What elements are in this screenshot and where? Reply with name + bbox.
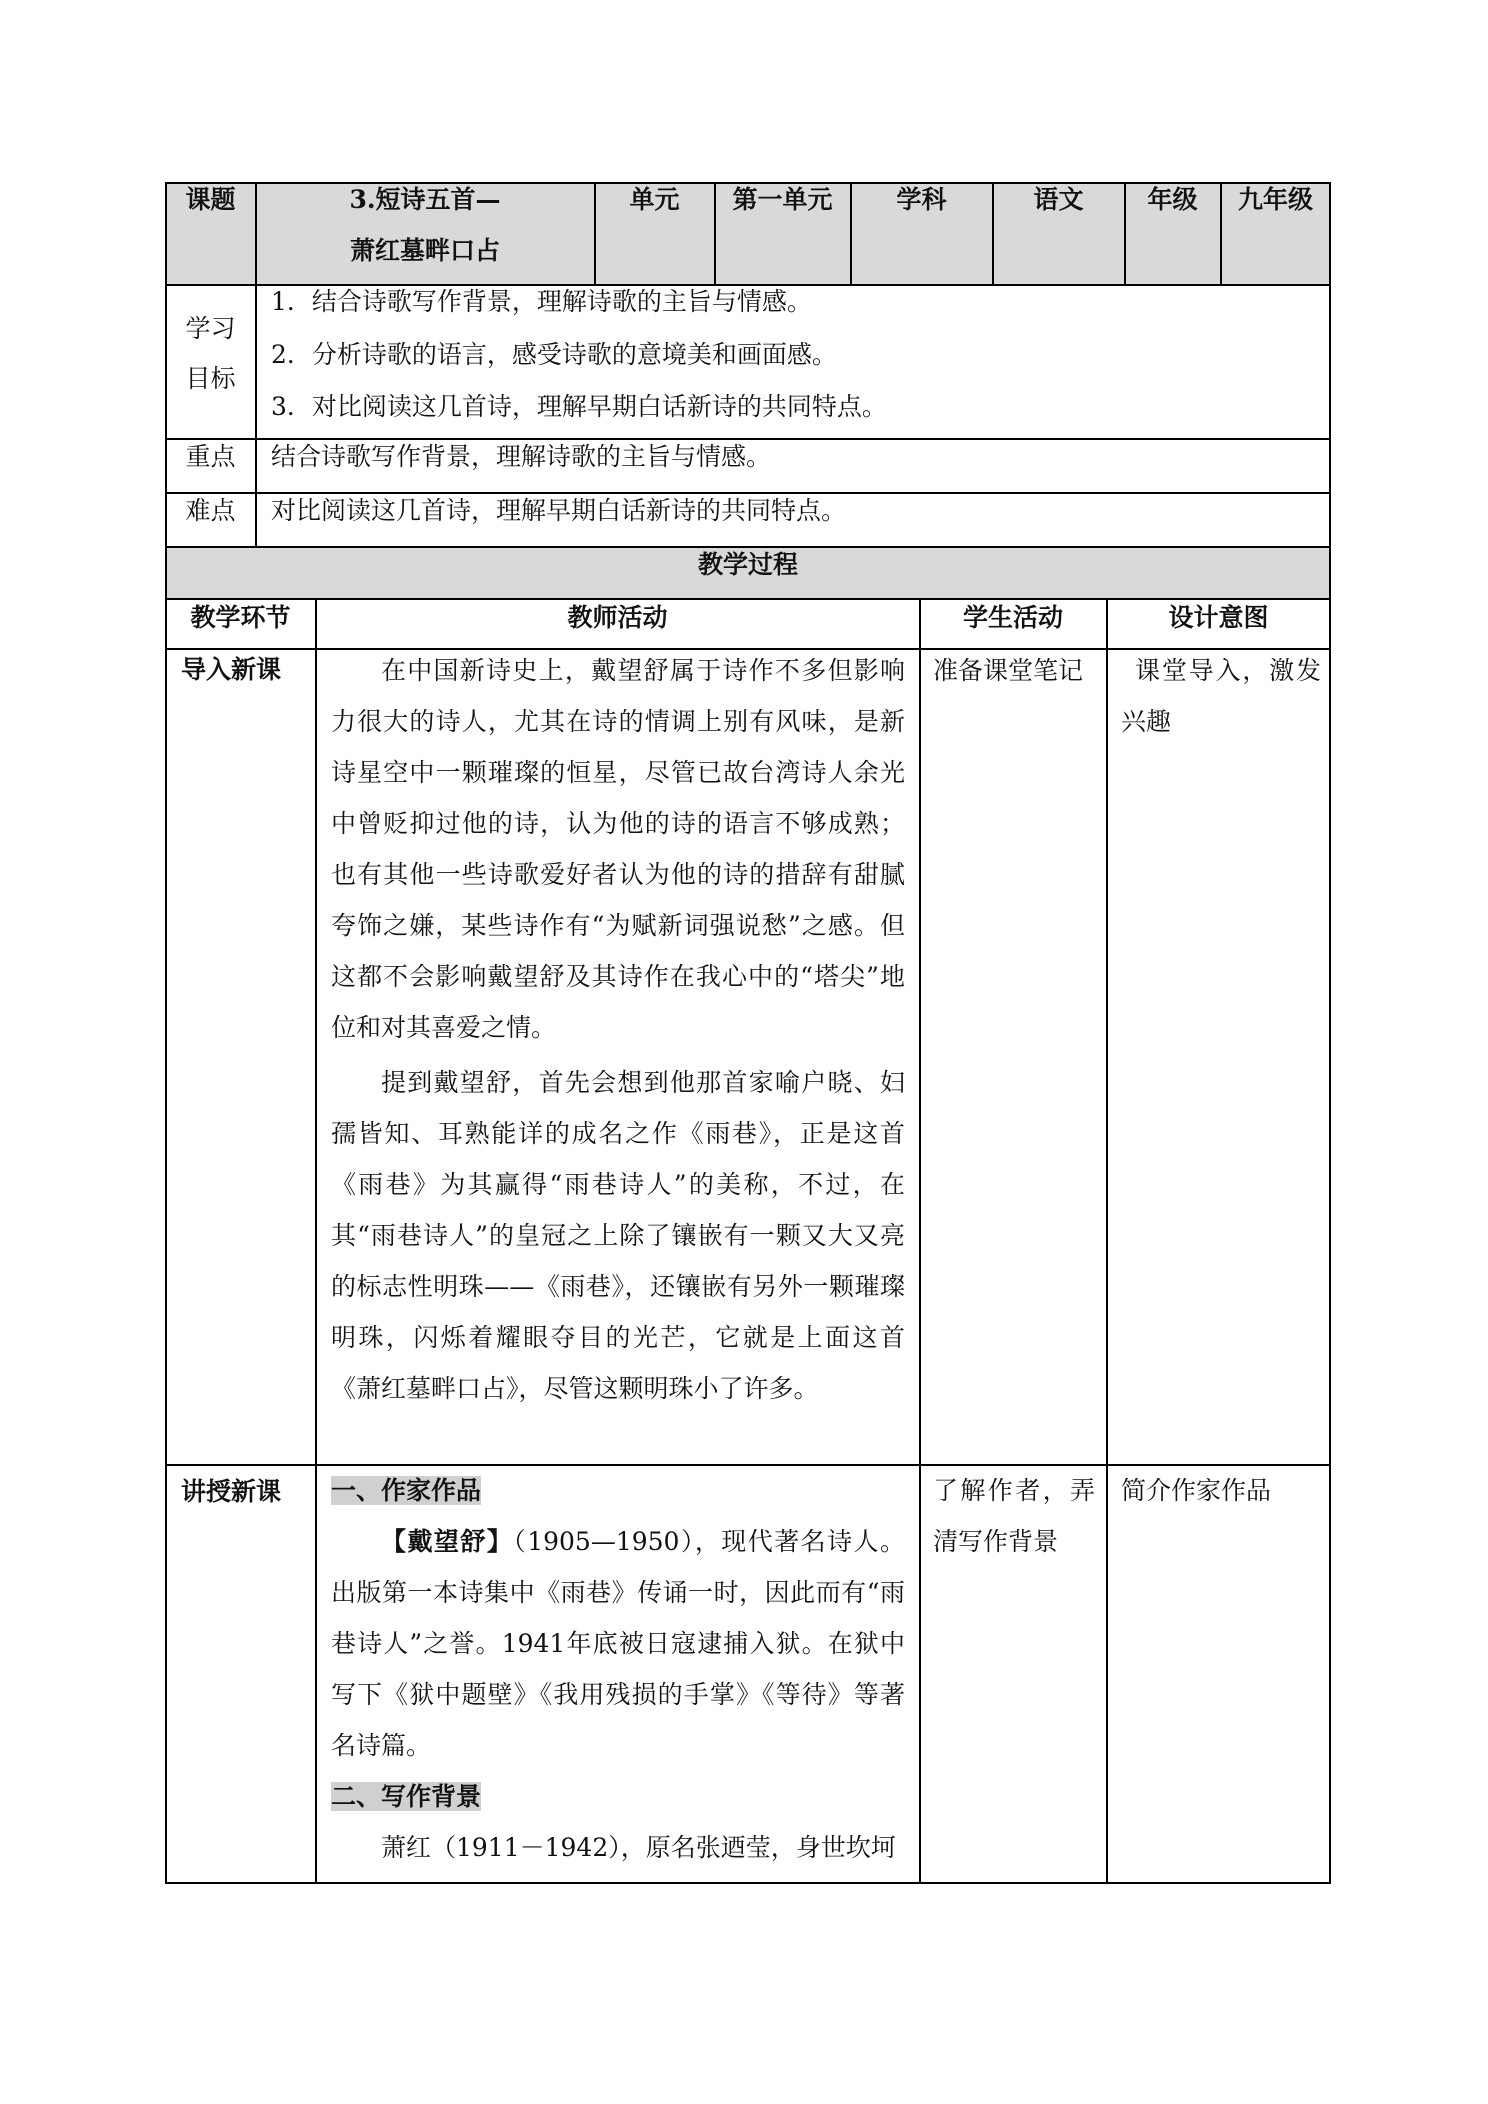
column-header-stage: 教学环节	[190, 603, 291, 632]
stage-new-lesson: 讲授新课	[181, 1477, 282, 1506]
author-name: 【戴望舒】	[381, 1527, 514, 1556]
col-divider	[1106, 598, 1108, 1884]
teacher-paragraph	[331, 645, 905, 1053]
topic-title-line2: 萧红墓畔口占	[349, 236, 500, 265]
subject-value: 语文	[1033, 185, 1084, 214]
teacher-paragraph	[331, 1057, 905, 1414]
column-header-teacher: 教师活动	[567, 603, 668, 632]
author-intro	[331, 1516, 905, 1771]
design-intent: 课堂导入，激发兴趣	[1121, 656, 1321, 736]
background-text: 萧红（1911－1942），原名张迺莹，身世坎坷	[381, 1833, 896, 1862]
difficulty-label: 难点	[185, 496, 236, 525]
author-intro-text: （1905—1950），现代著名诗人。出版第一本诗集中《雨巷》传诵一时，因此而有“雨巷诗人”之誉。1941年底被日寇逮捕入狱。在狱中写下《狱中题壁》《我用残损的手掌》《等待》等著名诗篇。	[331, 1527, 905, 1760]
subject-label: 学科	[896, 185, 947, 214]
objective-item: 3．对比阅读这几首诗，理解早期白话新诗的共同特点。	[271, 392, 887, 421]
column-header-student: 学生活动	[962, 603, 1063, 632]
design-intent: 简介作家作品	[1121, 1476, 1272, 1505]
objectives-label-line1: 学习	[185, 314, 236, 343]
section-title	[331, 1465, 905, 1516]
unit-value: 第一单元	[732, 185, 833, 214]
key-point-text: 结合诗歌写作背景，理解诗歌的主旨与情感。	[271, 442, 772, 471]
col-divider	[255, 284, 257, 546]
teacher-paragraph-text: 提到戴望舒，首先会想到他那首家喻户晓、妇孺皆知、耳熟能详的成名之作《雨巷》，正是这首《雨巷》为其赢得“雨巷诗人”的美称，不过，在其“雨巷诗人”的皇冠之上除了镶嵌有一颗又大又亮的标志性明珠——《雨巷》，还镶嵌有另外一颗璀璨明珠，闪烁着耀眼夺目的光芒，它就是上面这首《萧红墓畔口占》，尽管这颗明珠小了许多。	[331, 1068, 905, 1403]
topic-label: 课题	[185, 185, 236, 214]
objective-item: 1．结合诗歌写作背景，理解诗歌的主旨与情感。	[271, 287, 812, 316]
column-header-intent: 设计意图	[1168, 603, 1269, 632]
row-divider	[165, 598, 1331, 600]
stage-intro: 导入新课	[181, 655, 282, 684]
section-title	[331, 1771, 905, 1822]
unit-label: 单元	[629, 185, 680, 214]
col-divider	[919, 598, 921, 1884]
difficulty-text: 对比阅读这几首诗，理解早期白话新诗的共同特点。	[271, 496, 847, 525]
student-activity: 准备课堂笔记	[933, 656, 1084, 685]
section-title-text: 一、作家作品	[331, 1476, 482, 1505]
objective-item: 2．分析诗歌的语言，感受诗歌的意境美和画面感。	[271, 340, 837, 369]
topic-title-line1: 3.短诗五首—	[349, 185, 501, 214]
section-title-text: 二、写作背景	[331, 1782, 482, 1811]
grade-label: 年级	[1147, 185, 1198, 214]
grade-value: 九年级	[1237, 185, 1313, 214]
teacher-paragraph-text: 在中国新诗史上，戴望舒属于诗作不多但影响力很大的诗人，尤其在诗的情调上别有风味，是新诗星空中一颗璀璨的恒星，尽管已故台湾诗人余光中曾贬抑过他的诗，认为他的诗的语言不够成熟；也有其他一些诗歌爱好者认为他的诗的措辞有甜腻夸饰之嫌，某些诗作有“为赋新词强说愁”之感。但这都不会影响戴望舒及其诗作在我心中的“塔尖”地位和对其喜爱之情。	[331, 656, 905, 1042]
student-activity: 了解作者，弄清写作背景	[933, 1476, 1095, 1556]
col-divider	[315, 598, 317, 1884]
process-title: 教学过程	[697, 550, 798, 579]
objectives-label-line2: 目标	[185, 364, 236, 393]
key-point-label: 重点	[185, 442, 236, 471]
